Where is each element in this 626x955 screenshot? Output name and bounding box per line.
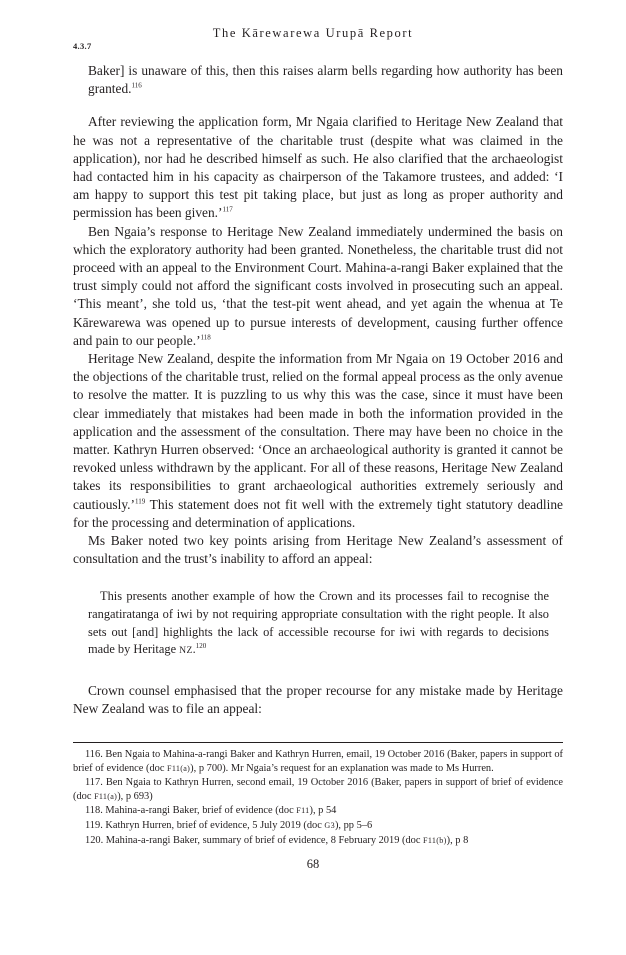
footnote: 116. Ben Ngaia to Mahina-a-rangi Baker and Kathryn Hurren, email, 19 October 2016 (Baker, papers in support of brief of evidence (doc F11(a)), p 700). Mr Ngaia’s request for an explanation was made to Ms Hurren.: [73, 749, 563, 774]
footnote-ref-116[interactable]: 116: [131, 81, 142, 90]
footnotes: [73, 742, 563, 848]
paragraph: Crown counsel emphasised that the proper recourse for any mistake made by Heritage New Zealand was to file an appeal:: [73, 682, 563, 717]
footnote: 117. Ben Ngaia to Kathryn Hurren, second email, 19 October 2016 (Baker, papers in support of brief of evidence (doc F11(a)), p 693): [73, 777, 563, 802]
block-quote: This presents another example of how the Crown and its processes fail to recognise the rangatiratanga of iwi by not requiring appropriate consultation with the right people. It also sets out [and] highlights the lack of accessible recourse for iwi with regards to decisions made by Heritage NZ.$^{120}$: [88, 589, 549, 657]
footnote: 118. Mahina-a-rangi Baker, brief of evidence (doc F11), p 54: [85, 805, 337, 817]
footnote: 119. Kathryn Hurren, brief of evidence, 5 July 2019 (doc G3), pp 5–6: [85, 819, 373, 831]
body-text: [73, 62, 563, 718]
paragraph: Ms Baker noted two key points arising from Heritage New Zealand’s assessment of consultation and the trust’s inability to afford an appeal:: [73, 533, 563, 567]
paragraph: Heritage New Zealand, despite the information from Mr Ngaia on 19 October 2016 and the objections of the charitable trust, relied on the formal appeal process as the only avenue to resolve the matter. It is puzzling to us why this was the case, since it must have been clear immediately that mistakes had been made in both the information provided in the application and the assessment of the consultation. There may have been no choice in the matter. Kathryn Hurren observed: ‘Once an archaeological authority is granted it cannot be revoked unless withdrawn by the applicant. For all of these reasons, Heritage New Zealand takes its responsibilities to grant archaeological authorities extremely seriously and cautiously.’$^{119}$ This statement does not fit well with the extremely tight statutory deadline for the processing and determination of applications.: [73, 351, 563, 530]
footnote: 120. Mahina-a-rangi Baker, summary of brief of evidence, 8 February 2019 (doc F11(b)), p 8: [85, 834, 469, 846]
paragraph: After reviewing the application form, Mr Ngaia clarified to Heritage New Zealand that he was not a representative of the charitable trust (despite what was claimed in the application), nor had he described himself as such. He also clarified that the archaeologist had contacted him in his capacity as chairperson of the Takamore trustees, and added: ‘I am happy to support this test pit taking place, but just as long as proper authority and permission has been given.’$^{117}$: [73, 114, 563, 221]
paragraph: Ben Ngaia’s response to Heritage New Zealand immediately undermined the basis on which the exploratory authority had been granted. Nonetheless, the charitable trust did not proceed with an appeal to the Environment Court. Mahina-a-rangi Baker explained that the trust simply could not afford the significant costs involved in prosecuting such an appeal. ‘This meant’, she told us, ‘that the test-pit went ahead, and yet again the whenua at Te Kārewarewa was opened up to pursue interests of development, causing further offence and pain to our people.’$^{118}$: [73, 223, 563, 348]
paragraph-continued: Baker] is unaware of this, then this raises alarm bells regarding how authority has been granted.$^{116}$: [88, 63, 563, 97]
footnote-ref-118[interactable]: 118: [200, 333, 211, 342]
section-number: 4.3.7: [73, 41, 92, 51]
running-title: The Kārewarewa Urupā Report: [212, 26, 414, 40]
footnote-ref-120[interactable]: 120: [195, 642, 207, 651]
footnote-ref-117[interactable]: 117: [222, 205, 233, 214]
footnote-ref-119[interactable]: 119: [134, 497, 146, 506]
page-number: 68: [306, 857, 320, 871]
